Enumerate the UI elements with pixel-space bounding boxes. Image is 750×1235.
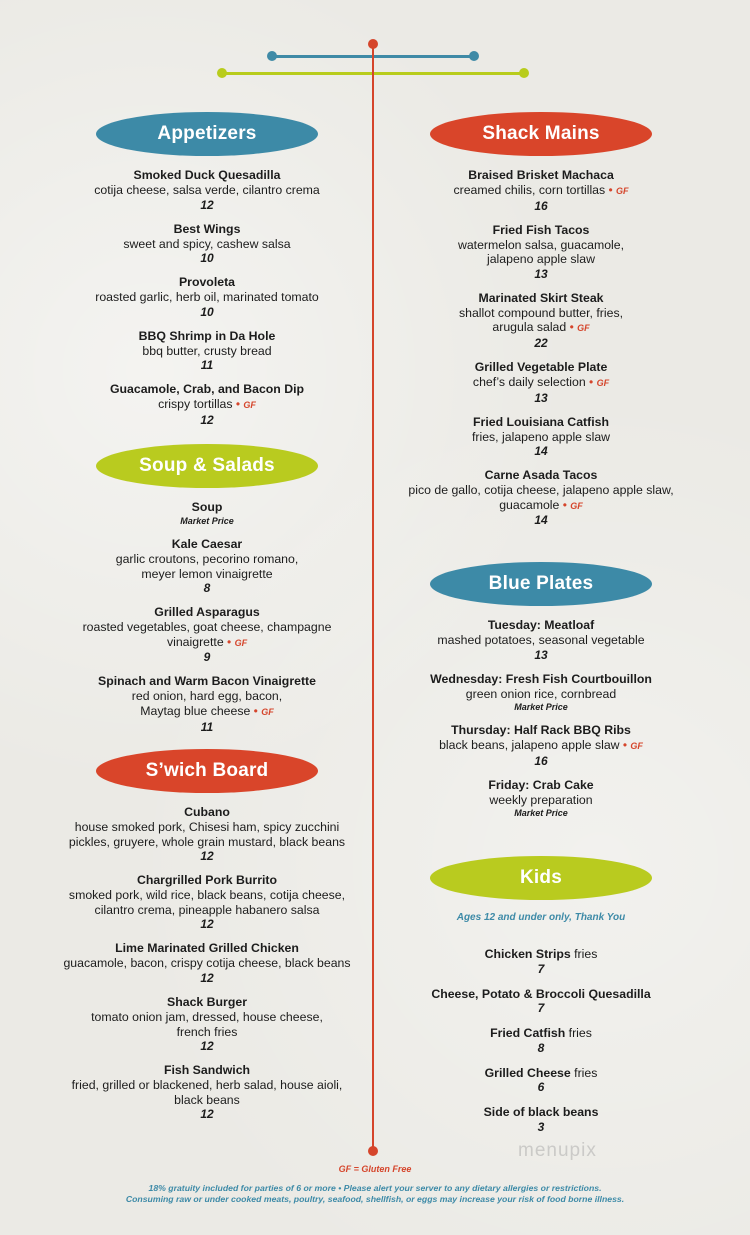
item-side: fries — [570, 947, 598, 961]
item-price: 22 — [534, 335, 548, 350]
menu-item — [52, 275, 362, 319]
item-name: Best Wings — [173, 221, 241, 236]
menu-item — [386, 778, 696, 820]
section-title-blue-plates: Blue Plates — [430, 562, 652, 606]
menu-item — [386, 618, 696, 662]
item-name: Grilled Asparagus — [154, 605, 260, 620]
item-name: Fish Sandwich — [163, 1063, 251, 1078]
menu-item — [386, 291, 696, 350]
item-price: 12 — [200, 917, 214, 932]
item-description: sweet and spicy, cashew salsa — [123, 236, 291, 251]
gf-badge: GF — [243, 400, 256, 411]
item-description: fries, jalapeno apple slaw — [471, 429, 611, 444]
menu-item — [52, 873, 362, 931]
item-description: fried, grilled or blackened, herb salad, house aioli, — [71, 1078, 343, 1093]
item-price: 12 — [200, 970, 214, 985]
item-price: 14 — [534, 513, 548, 528]
menu-item — [52, 382, 362, 427]
item-description: crispy tortillas • GF — [158, 397, 256, 412]
item-name: Fried Louisiana Catfish — [473, 414, 609, 429]
item-description: guacamole • GF — [499, 497, 583, 512]
item-description: guacamole, bacon, crispy cotija cheese, black beans — [63, 956, 351, 971]
menu-item — [52, 537, 362, 595]
gf-separator-dot: • — [232, 397, 244, 412]
menu-item — [386, 168, 696, 213]
appetizers-list — [52, 168, 362, 427]
item-description: arugula salad • GF — [492, 320, 590, 335]
menu-item — [52, 805, 362, 863]
item-description: Maytag blue cheese • GF — [140, 703, 274, 718]
gf-badge: GF — [630, 741, 643, 752]
item-name: Braised Brisket Machaca — [468, 168, 614, 182]
decorative-dot — [368, 39, 378, 49]
item-price: 11 — [200, 719, 214, 734]
gf-badge: GF — [616, 186, 629, 196]
item-name: Thursday: Half Rack BBQ Ribs — [451, 723, 631, 738]
kids-menu-item — [386, 1026, 696, 1055]
menu-item — [52, 329, 362, 373]
decorative-dot — [217, 68, 227, 78]
gf-separator-dot: • — [585, 374, 597, 389]
item-name: Lime Marinated Grilled Chicken — [115, 941, 299, 956]
item-price: 13 — [534, 390, 548, 405]
gf-badge: GF — [596, 377, 610, 388]
item-name: Kale Caesar — [171, 537, 243, 551]
item-price: 9 — [203, 650, 211, 665]
item-description: pickles, gruyere, whole grain mustard, black beans — [68, 834, 346, 849]
item-description: red onion, hard egg, bacon, — [131, 689, 283, 704]
item-name: Friday: Crab Cake — [488, 777, 594, 792]
item-name: Cheese, Potato & Broccoli Quesadilla — [431, 986, 651, 1001]
footer-line-1: 18% gratuity included for parties of 6 or more • Please alert your server to any dietary allergies or restrictions. — [148, 1183, 602, 1193]
section-shack-mains — [386, 112, 696, 537]
item-description: roasted vegetables, goat cheese, champagne — [82, 620, 332, 635]
section-title-kids: Kids — [430, 856, 652, 900]
item-price: Market Price — [514, 808, 568, 819]
item-name: Guacamole, Crab, and Bacon Dip — [109, 382, 305, 397]
item-description: tomato onion jam, dressed, house cheese, — [91, 1009, 323, 1024]
gf-separator-dot: • — [566, 320, 578, 335]
kids-menu-item — [386, 1105, 696, 1134]
item-description: meyer lemon vinaigrette — [141, 566, 273, 581]
item-side: fries — [565, 1026, 592, 1041]
item-price: 7 — [537, 1001, 545, 1016]
item-name: Wednesday: Fresh Fish Courtbouillon — [430, 671, 652, 686]
item-price: Market Price — [514, 702, 568, 713]
kids-note: Ages 12 and under only, Thank You — [456, 912, 626, 923]
menu-item — [52, 605, 362, 664]
footer-line-2: Consuming raw or under cooked meats, poultry, seafood, shellfish, or eggs may increase your risk of food borne illness. — [125, 1194, 625, 1204]
item-name: Chargrilled Pork Burrito — [136, 873, 278, 888]
item-side: fries — [570, 1065, 598, 1080]
item-name: Shack Burger — [167, 994, 247, 1009]
item-name: Carne Asada Tacos — [484, 468, 598, 483]
menu-item — [52, 1063, 362, 1121]
item-description: roasted garlic, herb oil, marinated tomato — [95, 290, 319, 305]
item-name: Fried Catfish — [490, 1026, 566, 1041]
item-price: 14 — [534, 444, 548, 459]
kids-menu-item — [386, 987, 696, 1016]
kids-menu-item — [386, 947, 696, 976]
kids-item-line — [386, 947, 696, 962]
section-title-shack-mains: Shack Mains — [430, 112, 652, 156]
footer-notes — [0, 1183, 750, 1205]
item-name: Tuesday: Meatloaf — [487, 618, 595, 632]
item-price: 12 — [200, 849, 214, 864]
section-blue-plates — [386, 562, 696, 829]
shack-mains-list — [386, 168, 696, 527]
item-description: smoked pork, wild rice, black beans, cotija cheese, — [68, 888, 346, 903]
kids-item-line — [386, 1026, 696, 1041]
swich-board-list — [52, 805, 362, 1121]
menu-item — [386, 223, 696, 281]
item-description: green onion rice, cornbread — [465, 686, 617, 701]
center-divider-line — [372, 44, 374, 1152]
kids-item-line — [386, 1105, 696, 1120]
decorative-dot — [469, 51, 479, 61]
decorative-dot — [368, 1146, 378, 1156]
gf-legend: GF = Gluten Free — [338, 1164, 412, 1174]
gf-separator-dot: • — [605, 183, 617, 197]
gf-badge: GF — [234, 637, 248, 648]
kids-list — [386, 947, 696, 1134]
gf-badge: GF — [577, 323, 590, 334]
item-price: 11 — [200, 358, 214, 373]
item-description: french fries — [176, 1024, 238, 1039]
item-description: chef’s daily selection • GF — [472, 374, 610, 389]
item-price: 7 — [537, 961, 545, 976]
item-description: house smoked pork, Chisesi ham, spicy zucchini — [74, 820, 340, 834]
item-name: Provoleta — [178, 275, 236, 290]
item-price: 13 — [534, 647, 548, 662]
item-name: Marinated Skirt Steak — [478, 290, 604, 305]
blue-plates-list — [386, 618, 696, 819]
gf-separator-dot: • — [559, 497, 571, 512]
item-price: 3 — [537, 1119, 545, 1134]
item-name: Grilled Vegetable Plate — [474, 359, 608, 374]
item-description: garlic croutons, pecorino romano, — [115, 552, 299, 566]
item-price: 16 — [534, 753, 548, 768]
item-price: 12 — [200, 412, 214, 427]
item-name: Smoked Duck Quesadilla — [133, 168, 281, 182]
item-name: Side of black beans — [483, 1105, 599, 1120]
item-price: 10 — [200, 304, 214, 319]
menu-item — [52, 222, 362, 266]
section-appetizers — [52, 112, 362, 437]
item-price: Market Price — [180, 516, 234, 526]
gf-separator-dot: • — [619, 738, 631, 753]
item-price: 12 — [200, 1107, 214, 1122]
item-description: creamed chilis, corn tortillas • GF — [453, 183, 629, 197]
section-soup-salads — [52, 444, 362, 744]
item-description: vinaigrette • GF — [166, 634, 248, 649]
item-description: pico de gallo, cotija cheese, jalapeno apple slaw, — [408, 483, 674, 498]
section-title-soup-salads: Soup & Salads — [96, 444, 318, 488]
kids-menu-item — [386, 1066, 696, 1095]
gf-badge: GF — [570, 500, 583, 511]
item-name: Chicken Strips — [484, 947, 571, 961]
section-kids — [386, 856, 696, 1145]
section-swich-board — [52, 749, 362, 1131]
menu-item — [52, 941, 362, 985]
menu-item — [386, 468, 696, 527]
item-price: 10 — [200, 251, 214, 266]
item-price: 12 — [200, 1039, 214, 1054]
menu-item — [386, 672, 696, 714]
item-description: watermelon salsa, guacamole, — [457, 237, 625, 252]
item-price: 16 — [534, 198, 548, 213]
item-description: mashed potatoes, seasonal vegetable — [437, 633, 645, 647]
gf-separator-dot: • — [250, 703, 262, 718]
item-name: Spinach and Warm Bacon Vinaigrette — [98, 674, 316, 689]
item-description: shallot compound butter, fries, — [458, 305, 624, 320]
watermark-logo: menupix — [518, 1140, 597, 1161]
menu-item — [52, 168, 362, 212]
section-title-appetizers: Appetizers — [96, 112, 318, 156]
menu-item — [52, 500, 362, 527]
menu-item — [386, 723, 696, 768]
menu-item — [52, 674, 362, 733]
item-description: black beans, jalapeno apple slaw • GF — [439, 738, 643, 753]
item-name: Grilled Cheese — [484, 1065, 571, 1080]
menu-item — [52, 995, 362, 1053]
kids-item-line — [386, 1066, 696, 1081]
item-description: jalapeno apple slaw — [486, 252, 596, 267]
item-price: 8 — [537, 1040, 545, 1055]
item-price: 12 — [200, 197, 214, 212]
section-title-swich-board: S’wich Board — [96, 749, 318, 793]
gf-separator-dot: • — [223, 634, 235, 649]
item-name: Cubano — [184, 805, 230, 819]
item-description: cotija cheese, salsa verde, cilantro crema — [94, 183, 320, 197]
item-price: 13 — [534, 266, 548, 281]
item-name: Fried Fish Tacos — [492, 222, 590, 237]
menu-item — [386, 415, 696, 459]
kids-item-line — [386, 987, 696, 1002]
item-name: BBQ Shrimp in Da Hole — [138, 328, 276, 343]
menu-item — [386, 360, 696, 405]
decorative-dot — [519, 68, 529, 78]
item-price: 8 — [203, 581, 211, 596]
item-name: Soup — [191, 500, 223, 514]
decorative-dot — [267, 51, 277, 61]
item-description: cilantro crema, pineapple habanero salsa — [94, 902, 320, 917]
item-description: bbq butter, crusty bread — [142, 343, 272, 358]
item-price: 6 — [537, 1080, 545, 1095]
item-description: weekly preparation — [489, 792, 593, 807]
item-description: black beans — [174, 1092, 240, 1107]
gf-badge: GF — [261, 706, 274, 717]
soup-salads-list — [52, 500, 362, 734]
